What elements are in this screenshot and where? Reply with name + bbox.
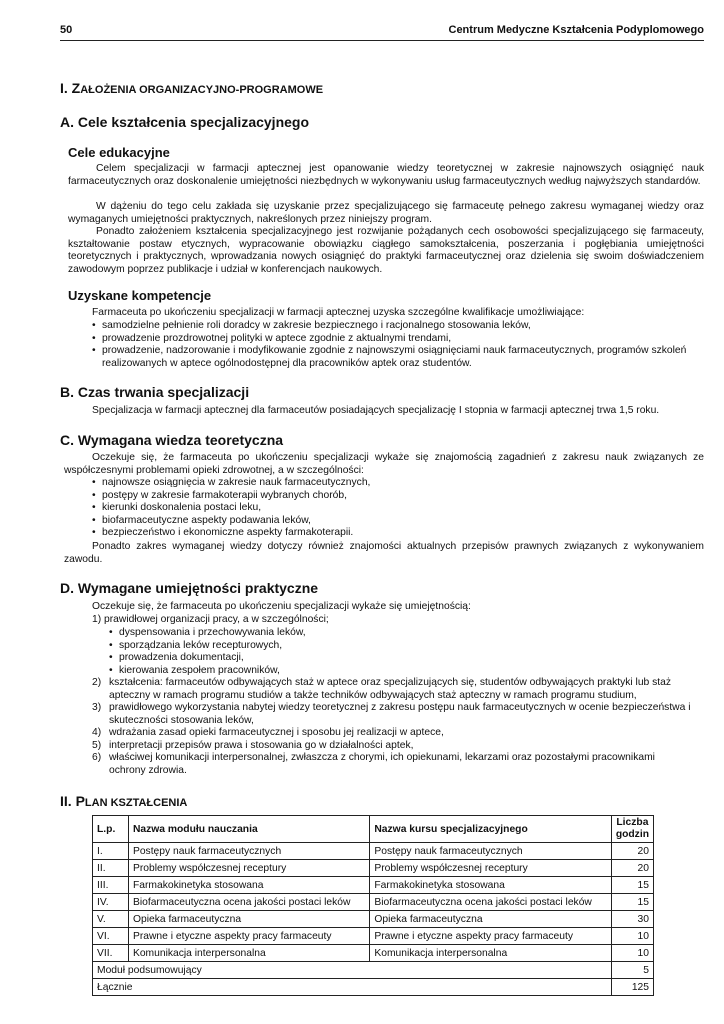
list-item: • kierunki doskonalenia postaci leku, (92, 502, 692, 515)
section-1-heading (60, 80, 323, 96)
table-cell: Farmakokinetyka stosowana (128, 877, 369, 894)
table-cell: I. (93, 843, 129, 860)
list-item: 3) prawidłowego wykorzystania nabytej wiedzy teoretycznej z zakresu postępu nauk farmaceutycznych w ocenie bezpieczeństwa i skuteczności stosowania leków, (92, 702, 691, 726)
section-b-text: Specjalizacja w farmacji aptecznej dla farmaceutów posiadających specjalizację I stopnia w farmacji aptecznej trwa 1,5 roku. (92, 405, 660, 416)
kompetencje-intro: Farmaceuta po ukończeniu specjalizacji w farmacji aptecznej uzyska szczególne kwalifikacje umożliwiające: (92, 307, 585, 318)
page-number: 50 (60, 24, 73, 36)
table-cell: II. (93, 860, 129, 877)
list-item: • kierowania zespołem pracowników, (109, 665, 689, 678)
cele-paragraph-3: Ponadto założeniem kształcenia specjalizacyjnego jest rozwijanie pożądanych cech osobowości specjalizującego się farmaceuty, kształtowanie postaw etycznych, wypracowanie obowiązku ciągłego samokształcenia, poszerzania i pogłębiania umiejętności teoretycznych i praktycznych, wprowadzania nowych osiągnięć do praktyki farmaceutycznej oraz dzielenia się swoim doświadczeniem zawodowym poprzez publikacje i udział w konferencjach naukowych. (68, 226, 704, 275)
table-cell: 10 (611, 945, 653, 962)
table-cell: Komunikacja interpersonalna (370, 945, 611, 962)
table-row-total (93, 979, 654, 996)
table-cell: Problemy współczesnej receptury (370, 860, 611, 877)
page-header (60, 24, 704, 41)
list-item: • sporządzania leków recepturowych, (109, 640, 689, 653)
table-cell: 15 (611, 894, 653, 911)
kompetencje-list (92, 320, 692, 370)
section-c-heading: C. Wymagana wiedza teoretyczna (60, 432, 284, 448)
list-item: • biofarmaceutyczne aspekty podawania leków, (92, 515, 692, 528)
col-header-hours: Liczba godzin (611, 816, 653, 843)
list-item: • postępy w zakresie farmakoterapii wybranych chorób, (92, 490, 692, 503)
table-cell: Opieka farmaceutyczna (128, 911, 369, 928)
table-cell: 5 (611, 962, 653, 979)
section-c-intro: Oczekuje się, że farmaceuta po ukończeniu specjalizacji wykaże się znajomością zagadnień z zakresu nauk związanych ze współczesnymi problemami opieki zdrowotnej, a w szczególności: (64, 452, 704, 476)
section-c-list (92, 477, 692, 540)
section-1-title-rest: AŁOŻENIA ORGANIZACYJNO-PROGRAMOWE (80, 84, 324, 96)
section-1-number: I. (60, 80, 68, 96)
section-2-title-rest: LAN KSZTAŁCENIA (84, 797, 188, 809)
table-cell: VII. (93, 945, 129, 962)
list-item: • prowadzenie, nadzorowanie i modyfikowanie zgodnie z najnowszymi osiągnięciami nauk farmaceutycznych, programów szkoleń realizowanych w aptece ogólnodostępnej dla pracowników aptek oraz studentów. (92, 345, 692, 370)
table-cell: 10 (611, 928, 653, 945)
section-a-heading: A. Cele kształcenia specjalizacyjnego (60, 114, 310, 130)
table-cell: 20 (611, 860, 653, 877)
list-item: • prowadzenia dokumentacji, (109, 652, 689, 665)
header-title: Centrum Medyczne Kształcenia Podyplomowego (448, 24, 704, 36)
section-d-item-1: 1) prawidłowej organizacji pracy, a w szczególności; (92, 614, 329, 625)
section-1-initial: Z (71, 80, 81, 96)
table-row-summary (93, 962, 654, 979)
table-cell: IV. (93, 894, 129, 911)
table-cell: Prawne i etyczne aspekty pracy farmaceuty (128, 928, 369, 945)
section-d-intro: Oczekuje się, że farmaceuta po ukończeniu specjalizacji wykaże się umiejętnością: (92, 601, 471, 612)
cele-paragraph-1: Celem specjalizacji w farmacji aptecznej jest opanowanie wiedzy teoretycznej w zakresie najnowszych osiągnięć nauk farmaceutycznych oraz doskonalenie umiejętności niezbędnych w wykonywaniu usług farmaceutycznych według najwyższych standardów. (68, 163, 704, 187)
table-cell: Postępy nauk farmaceutycznych (128, 843, 369, 860)
cele-heading: Cele edukacyjne (68, 145, 170, 160)
table-row (93, 877, 654, 894)
list-item: 4) wdrażania zasad opieki farmaceutycznej i sposobu jej realizacji w aptece, (92, 727, 444, 738)
plan-table (92, 815, 654, 996)
list-item: • prowadzenie prozdrowotnej polityki w aptece zgodnie z aktualnymi trendami, (92, 333, 692, 346)
table-cell: Problemy współczesnej receptury (128, 860, 369, 877)
table-row (93, 928, 654, 945)
table-cell: 15 (611, 877, 653, 894)
section-d-sublist (109, 627, 689, 677)
table-cell: Farmakokinetyka stosowana (370, 877, 611, 894)
section-d-heading: D. Wymagane umiejętności praktyczne (60, 580, 319, 596)
col-header-lp: L.p. (93, 816, 129, 843)
table-cell: Łącznie (93, 979, 612, 996)
kompetencje-heading: Uzyskane kompetencje (68, 288, 212, 303)
table-cell: Biofarmaceutyczna ocena jakości postaci leków (370, 894, 611, 911)
cele-paragraph-2: W dążeniu do tego celu zakłada się uzyskanie przez specjalizującego się farmaceutę pełnego zakresu wymaganej wiedzy oraz wymaganych umiejętności praktycznych, nakreślonych przez niniejszy program. (68, 201, 704, 225)
col-header-course: Nazwa kursu specjalizacyjnego (370, 816, 611, 843)
table-cell: Komunikacja interpersonalna (128, 945, 369, 962)
table-cell: Postępy nauk farmaceutycznych (370, 843, 611, 860)
table-cell: VI. (93, 928, 129, 945)
table-cell: III. (93, 877, 129, 894)
section-2-number: II. (60, 793, 72, 809)
table-cell: Moduł podsumowujący (93, 962, 612, 979)
table-cell: 20 (611, 843, 653, 860)
list-item: 5) interpretacji przepisów prawa i stosowania go w działalności aptek, (92, 739, 414, 751)
list-item: 6) właściwej komunikacji interpersonalnej, zwłaszcza z chorymi, ich opiekunami, lekarzami oraz pozostałymi pracownikami ochrony zdrowia. (92, 752, 655, 776)
table-row (93, 945, 654, 962)
section-2-heading (60, 793, 187, 809)
table-cell: 30 (611, 911, 653, 928)
table-cell: Prawne i etyczne aspekty pracy farmaceuty (370, 928, 611, 945)
table-cell: Opieka farmaceutyczna (370, 911, 611, 928)
list-item: • bezpieczeństwo i ekonomiczne aspekty farmakoterapii. (92, 527, 692, 540)
list-item: • najnowsze osiągnięcia w zakresie nauk farmaceutycznych, (92, 477, 692, 490)
section-c-outro: Ponadto zakres wymaganej wiedzy dotyczy również znajomości aktualnych przepisów prawnych związanych z wykonywaniem zawodu. (64, 541, 704, 565)
list-item: • dyspensowania i przechowywania leków, (109, 627, 689, 640)
table-row (93, 860, 654, 877)
list-item: 2) kształcenia: farmaceutów odbywających staż w aptece oraz specjalizujących się, studentów odbywających praktyki lub staż apteczny w ramach programu studiów a także techników odbywających staż apteczny w ramach programu studium, (92, 677, 672, 701)
table-row (93, 894, 654, 911)
list-item: • samodzielne pełnienie roli doradcy w zakresie bezpiecznego i racjonalnego stosowania leków, (92, 320, 692, 333)
col-header-module: Nazwa modułu nauczania (128, 816, 369, 843)
table-cell: 125 (611, 979, 653, 996)
section-d-list (92, 677, 692, 777)
table-row (93, 843, 654, 860)
section-b-heading: B. Czas trwania specjalizacji (60, 384, 250, 400)
table-header-row (93, 816, 654, 843)
table-cell: Biofarmaceutyczna ocena jakości postaci leków (128, 894, 369, 911)
table-row (93, 911, 654, 928)
table-cell: V. (93, 911, 129, 928)
section-2-initial: P (75, 793, 85, 809)
